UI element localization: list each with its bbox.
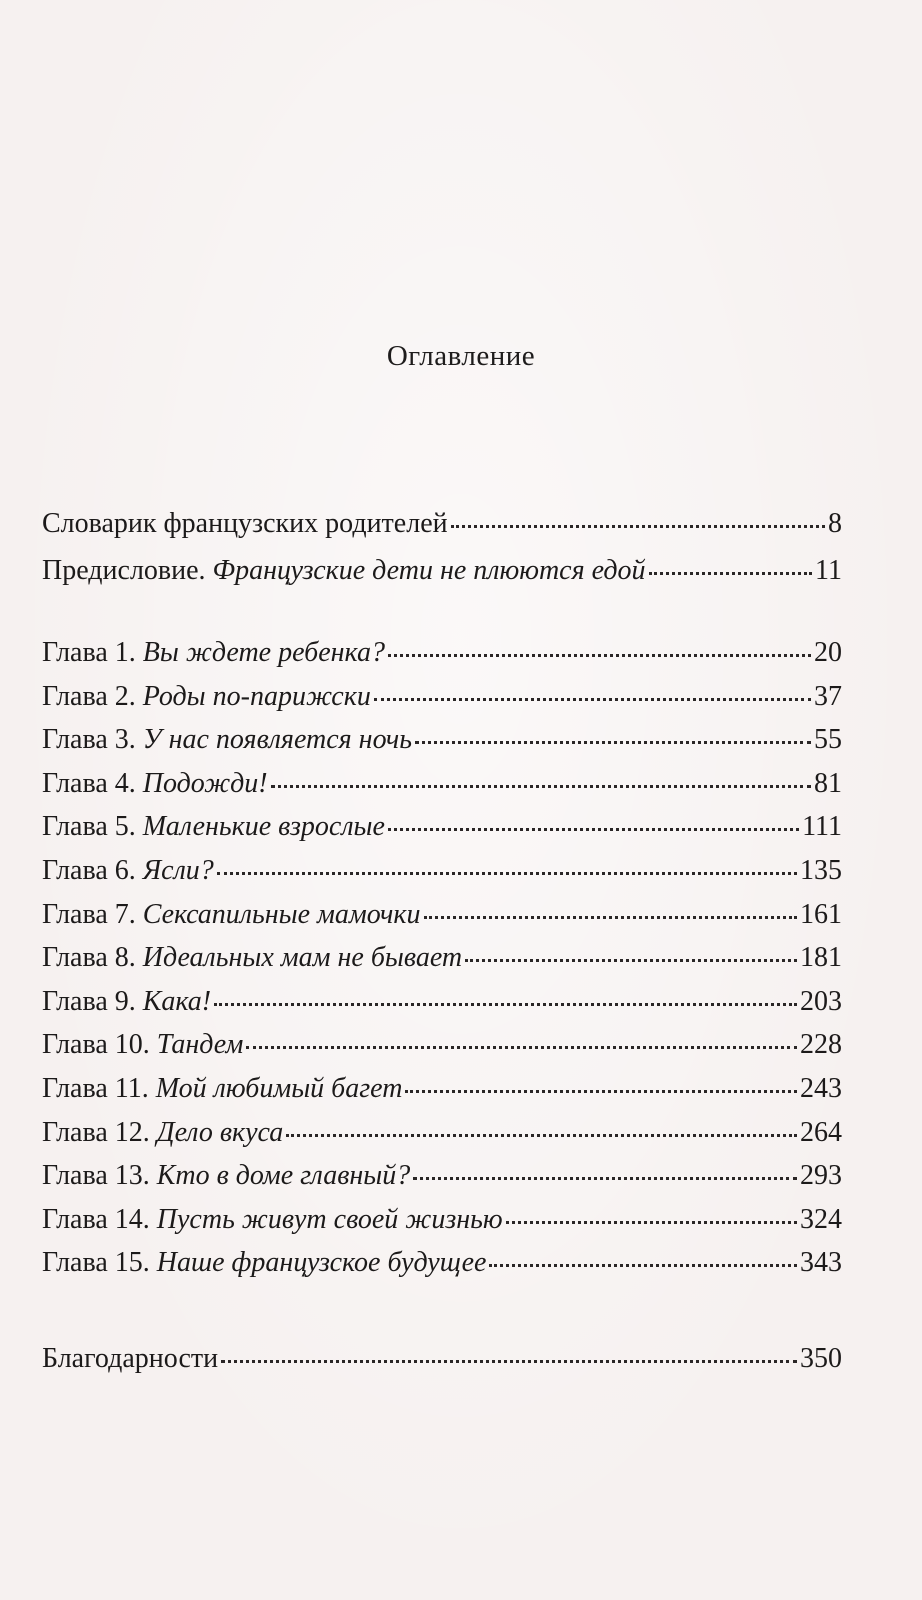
toc-entry-title: [42, 768, 268, 800]
toc-chapters: [42, 637, 842, 1291]
toc-entry: [42, 1343, 842, 1387]
toc-entry-page-number: 203: [800, 985, 842, 1017]
toc-entry-prefix: Глава 11.: [42, 1072, 156, 1104]
toc-entry-title: [42, 899, 421, 931]
toc-entry: [42, 811, 842, 855]
toc-entry-prefix: Глава 3.: [42, 724, 143, 756]
dot-leader: [271, 785, 811, 788]
toc-entry-prefix: Глава 10.: [42, 1029, 157, 1061]
toc-entry-italic-title: Мой любимый багет: [155, 1072, 403, 1104]
toc-entry: [42, 508, 842, 555]
toc-entry-prefix: Глава 1.: [42, 637, 143, 668]
toc-entry-title: [42, 942, 462, 974]
dot-leader: [506, 1221, 797, 1224]
toc-entry-page-number: 11: [815, 555, 842, 586]
toc-entry-italic-title: Наше французское будущее: [156, 1247, 487, 1279]
toc-entry: [42, 637, 842, 681]
toc-entry-prefix: Глава 9.: [42, 985, 143, 1017]
toc-entry: [42, 1073, 842, 1117]
dot-leader: [413, 1177, 797, 1180]
dot-leader: [649, 572, 813, 575]
toc-entry-title: [42, 1073, 402, 1105]
toc-entry-page-number: 37: [814, 680, 842, 712]
dot-leader: [424, 916, 798, 919]
toc-entry: [42, 855, 842, 899]
toc-entry-italic-title: У нас появляется ночь: [142, 724, 412, 756]
toc-entry-title: [42, 855, 214, 887]
toc-entry-prefix: Глава 13.: [42, 1160, 157, 1192]
toc-entry: [42, 1160, 842, 1204]
toc-entry-title: [42, 1204, 503, 1236]
toc-entry-italic-title: Вы ждете ребенка?: [142, 637, 385, 668]
toc-entry-italic-title: Тандем: [156, 1029, 244, 1061]
toc-entry-prefix: Глава 15.: [42, 1247, 157, 1279]
toc-entry-italic-title: Пусть живут своей жизнью: [156, 1203, 503, 1235]
toc-entry-prefix: Глава 14.: [42, 1203, 157, 1235]
toc-entry-italic-title: Сексапильные мамочки: [142, 898, 421, 930]
toc-entry-prefix: Словарик французских родителей: [42, 508, 448, 539]
toc-entry-page-number: 8: [828, 508, 842, 539]
toc-entry-page-number: 264: [800, 1116, 842, 1148]
toc-entry-italic-title: Французские дети не плюются едой: [212, 555, 646, 586]
toc-entry: [42, 1117, 842, 1161]
toc-entry-title: [42, 1160, 410, 1192]
toc-entry-title: [42, 986, 211, 1018]
toc-entry-italic-title: Дело вкуса: [156, 1116, 284, 1148]
toc-entry-prefix: Глава 4.: [42, 767, 143, 799]
dot-leader: [217, 872, 797, 875]
toc-entry-page-number: 243: [800, 1072, 842, 1104]
dot-leader: [214, 1003, 797, 1006]
toc-entry-italic-title: Кака!: [142, 985, 212, 1017]
toc-entry-page-number: 111: [802, 811, 842, 843]
toc-entry-title: [42, 724, 412, 756]
dot-leader: [451, 525, 825, 528]
toc-entry-page-number: 181: [800, 942, 842, 974]
toc-entry: [42, 899, 842, 943]
dot-leader: [286, 1134, 797, 1137]
toc-entry-page-number: 161: [800, 898, 842, 930]
toc-entry: [42, 1204, 842, 1248]
dot-leader: [388, 828, 799, 831]
toc-entry-prefix: Глава 7.: [42, 898, 143, 930]
toc-entry-italic-title: Подожди!: [142, 767, 268, 799]
dot-leader: [415, 741, 811, 744]
toc-entry-italic-title: Маленькие взрослые: [142, 811, 385, 843]
toc-entry-title: [42, 555, 646, 587]
toc-entry-prefix: Глава 2.: [42, 680, 143, 712]
dot-leader: [489, 1264, 797, 1267]
toc-heading: Оглавление: [386, 340, 536, 372]
toc-entry-prefix: Благодарности: [42, 1343, 219, 1374]
toc-entry-prefix: Глава 8.: [42, 942, 143, 974]
toc-entry-page-number: 350: [800, 1343, 842, 1374]
toc-entry: [42, 1029, 842, 1073]
toc-entry: [42, 1247, 842, 1291]
toc-entry-title: [42, 811, 385, 843]
toc-entry: [42, 681, 842, 725]
toc-entry: [42, 724, 842, 768]
toc-entry-italic-title: Идеальных мам не бывает: [142, 942, 463, 974]
dot-leader: [246, 1046, 797, 1049]
toc-entry-prefix: Глава 6.: [42, 854, 143, 886]
toc-entry-page-number: 135: [800, 854, 842, 886]
dot-leader: [405, 1090, 797, 1093]
toc-entry: [42, 942, 842, 986]
dot-leader: [221, 1360, 797, 1363]
toc-entry-italic-title: Ясли?: [142, 854, 214, 886]
toc-entry: [42, 555, 842, 602]
toc-entry-prefix: Глава 5.: [42, 811, 143, 843]
toc-entry-page-number: 343: [800, 1247, 842, 1279]
toc-entry-page-number: 20: [814, 637, 842, 668]
toc-entry: [42, 768, 842, 812]
toc-entry-page-number: 55: [814, 724, 842, 756]
dot-leader: [465, 959, 797, 962]
toc-entry-title: [42, 1343, 218, 1375]
toc-entry: [42, 986, 842, 1030]
toc-entry-italic-title: Роды по-парижски: [142, 680, 371, 712]
toc-entry-prefix: Глава 12.: [42, 1116, 157, 1148]
toc-back-matter: [42, 1343, 842, 1387]
toc-entry-title: [42, 1029, 243, 1061]
toc-entry-title: [42, 637, 385, 669]
toc-entry-page-number: 81: [814, 767, 842, 799]
toc-entry-title: [42, 1117, 283, 1149]
dot-leader: [374, 698, 811, 701]
toc-entry-prefix: Предисловие.: [42, 555, 213, 586]
toc-entry-title: [42, 508, 448, 540]
toc-front-matter: [42, 508, 842, 602]
toc-entry-page-number: 324: [800, 1203, 842, 1235]
toc-entry-title: [42, 1247, 486, 1279]
toc-entry-italic-title: Кто в доме главный?: [156, 1160, 411, 1192]
toc-entry-title: [42, 681, 371, 713]
toc-entry-page-number: 293: [800, 1160, 842, 1192]
toc-entry-page-number: 228: [800, 1029, 842, 1061]
dot-leader: [388, 654, 811, 657]
